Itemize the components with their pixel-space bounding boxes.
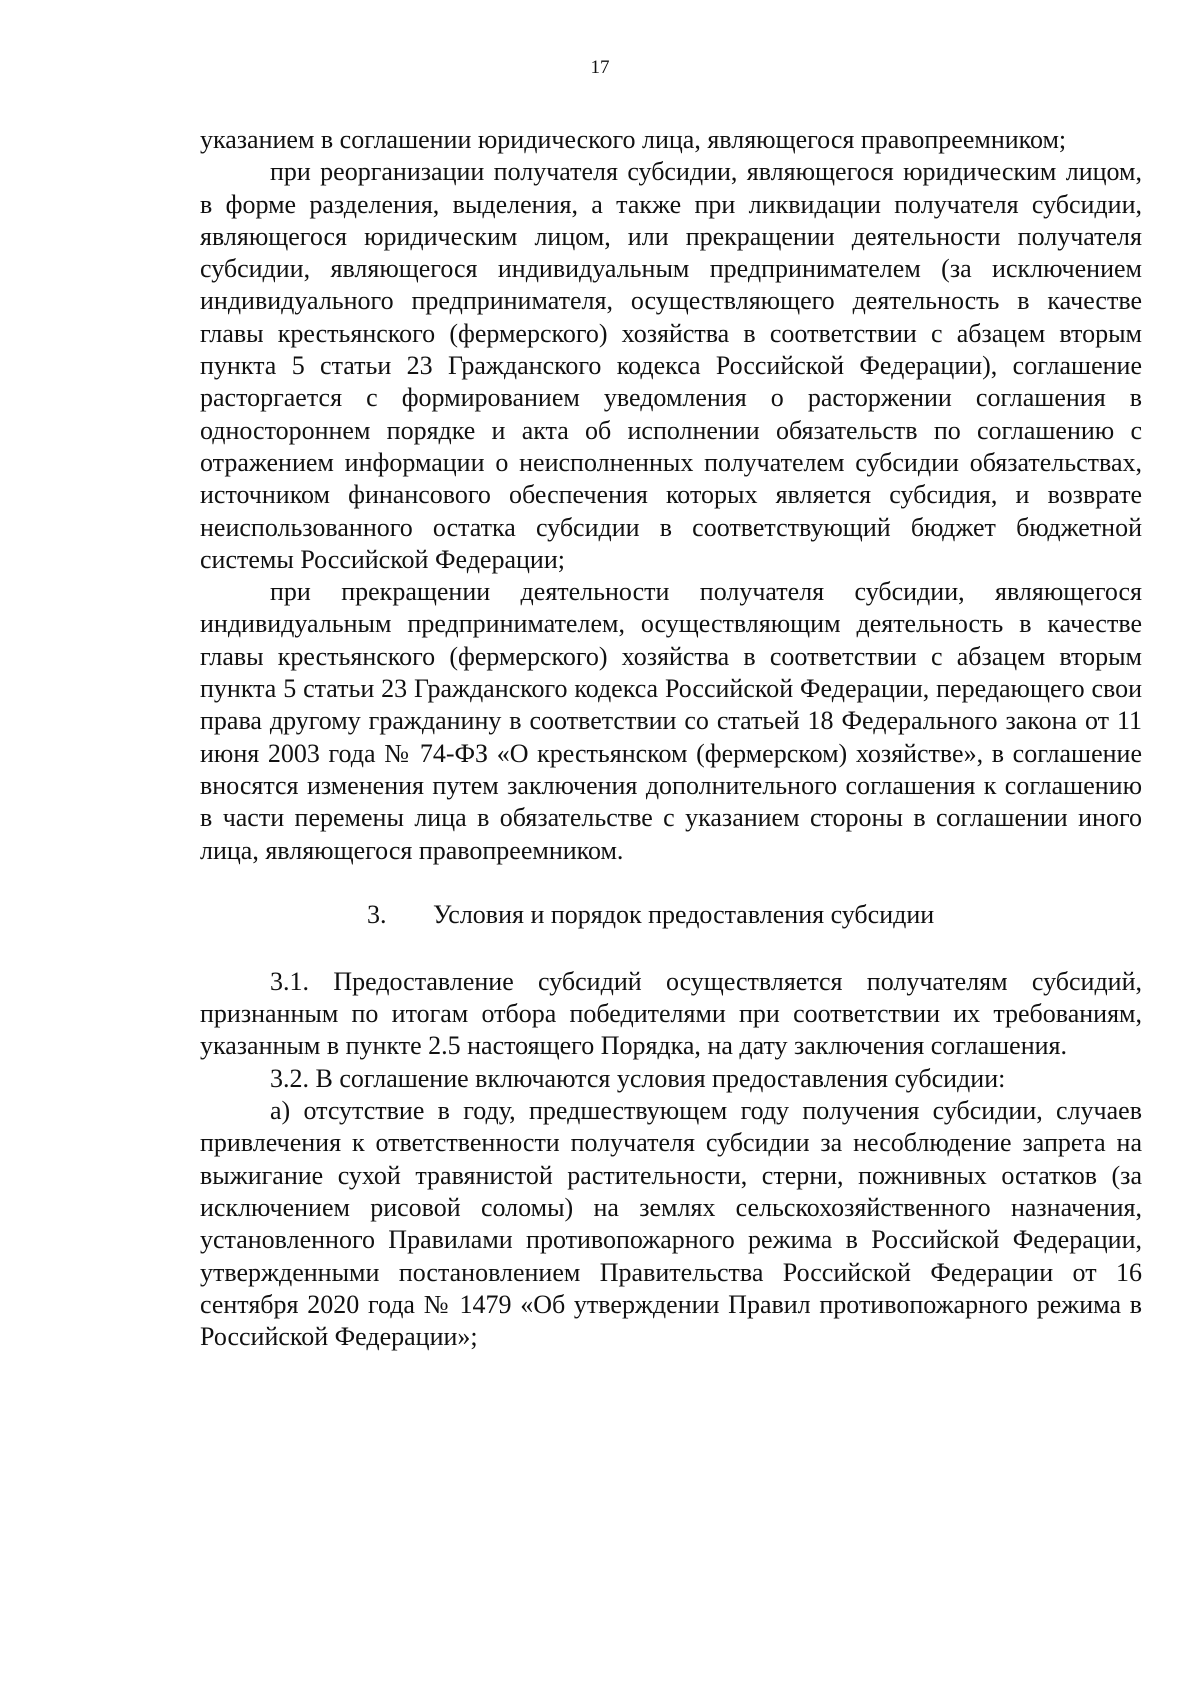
section-number: 3.: [367, 899, 387, 929]
section-heading: [200, 899, 1142, 931]
document-body: [200, 124, 1142, 1353]
paragraph-3-2-a: а) отсутствие в году, предшествующем году получения субсидии, случаев привлечения к ответственности получателя субсидии за несоблюдение запрета на выжигание сухой травянистой растительности, стерни, пожнивных остатков (за исключением рисовой соломы) на землях сельскохозяйственного назначения, установленного Правилами противопожарного режима в Российской Федерации, утвержденными постановлением Правительства Российской Федерации от 16 сентября 2020 года № 1479 «Об утверждении Правил противопожарного режима в Российской Федерации»;: [200, 1096, 1142, 1352]
paragraph-successor-continuation: указанием в соглашении юридического лица, являющегося правопреемником;: [200, 125, 1067, 154]
paragraph-3-1: 3.1. Предоставление субсидий осуществляется получателям субсидий, признанным по итогам отбора победителями при соответствии их требованиям, указанным в пункте 2.5 настоящего Порядка, на дату заключения соглашения.: [200, 966, 1142, 1061]
paragraph-farm-termination: при прекращении деятельности получателя субсидии, являющегося индивидуальным предпринимателем, осуществляющим деятельность в качестве главы крестьянского (фермерского) хозяйства в соответствии с абзацем вторым пункта 5 статьи 23 Гражданского кодекса Российской Федерации, передающего свои права другому гражданину в соответствии со статьей 18 Федерального закона от 11 июня 2003 года № 74-ФЗ «О крестьянском (фермерском) хозяйстве», в соглашение вносятся изменения путем заключения дополнительного соглашения к соглашению в части перемены лица в обязательстве с указанием стороны в соглашении иного лица, являющегося правопреемником.: [200, 577, 1142, 865]
paragraph-reorganization: при реорганизации получателя субсидии, являющегося юридическим лицом, в форме разделения, выделения, а также при ликвидации получателя субсидии, являющегося юридическим лицом, или прекращении деятельности получателя субсидии, являющегося индивидуальным предпринимателем (за исключением индивидуального предпринимателя, осуществляющего деятельность в качестве главы крестьянского (фермерского) хозяйства в соответствии с абзацем вторым пункта 5 статьи 23 Гражданского кодекса Российской Федерации), соглашение расторгается с формированием уведомления о расторжении соглашения в одностороннем порядке и акта об исполнении обязательств по соглашению с отражением информации о неисполненных получателем субсидии обязательствах, источником финансового обеспечения которых является субсидия, и возврате неиспользованного остатка субсидии в соответствующий бюджет бюджетной системы Российской Федерации;: [200, 157, 1142, 574]
page-number: 17: [590, 57, 610, 78]
paragraph-3-2: 3.2. В соглашение включаются условия предоставления субсидии:: [270, 1063, 1006, 1093]
section-title: Условия и порядок предоставления субсидии: [433, 899, 935, 929]
